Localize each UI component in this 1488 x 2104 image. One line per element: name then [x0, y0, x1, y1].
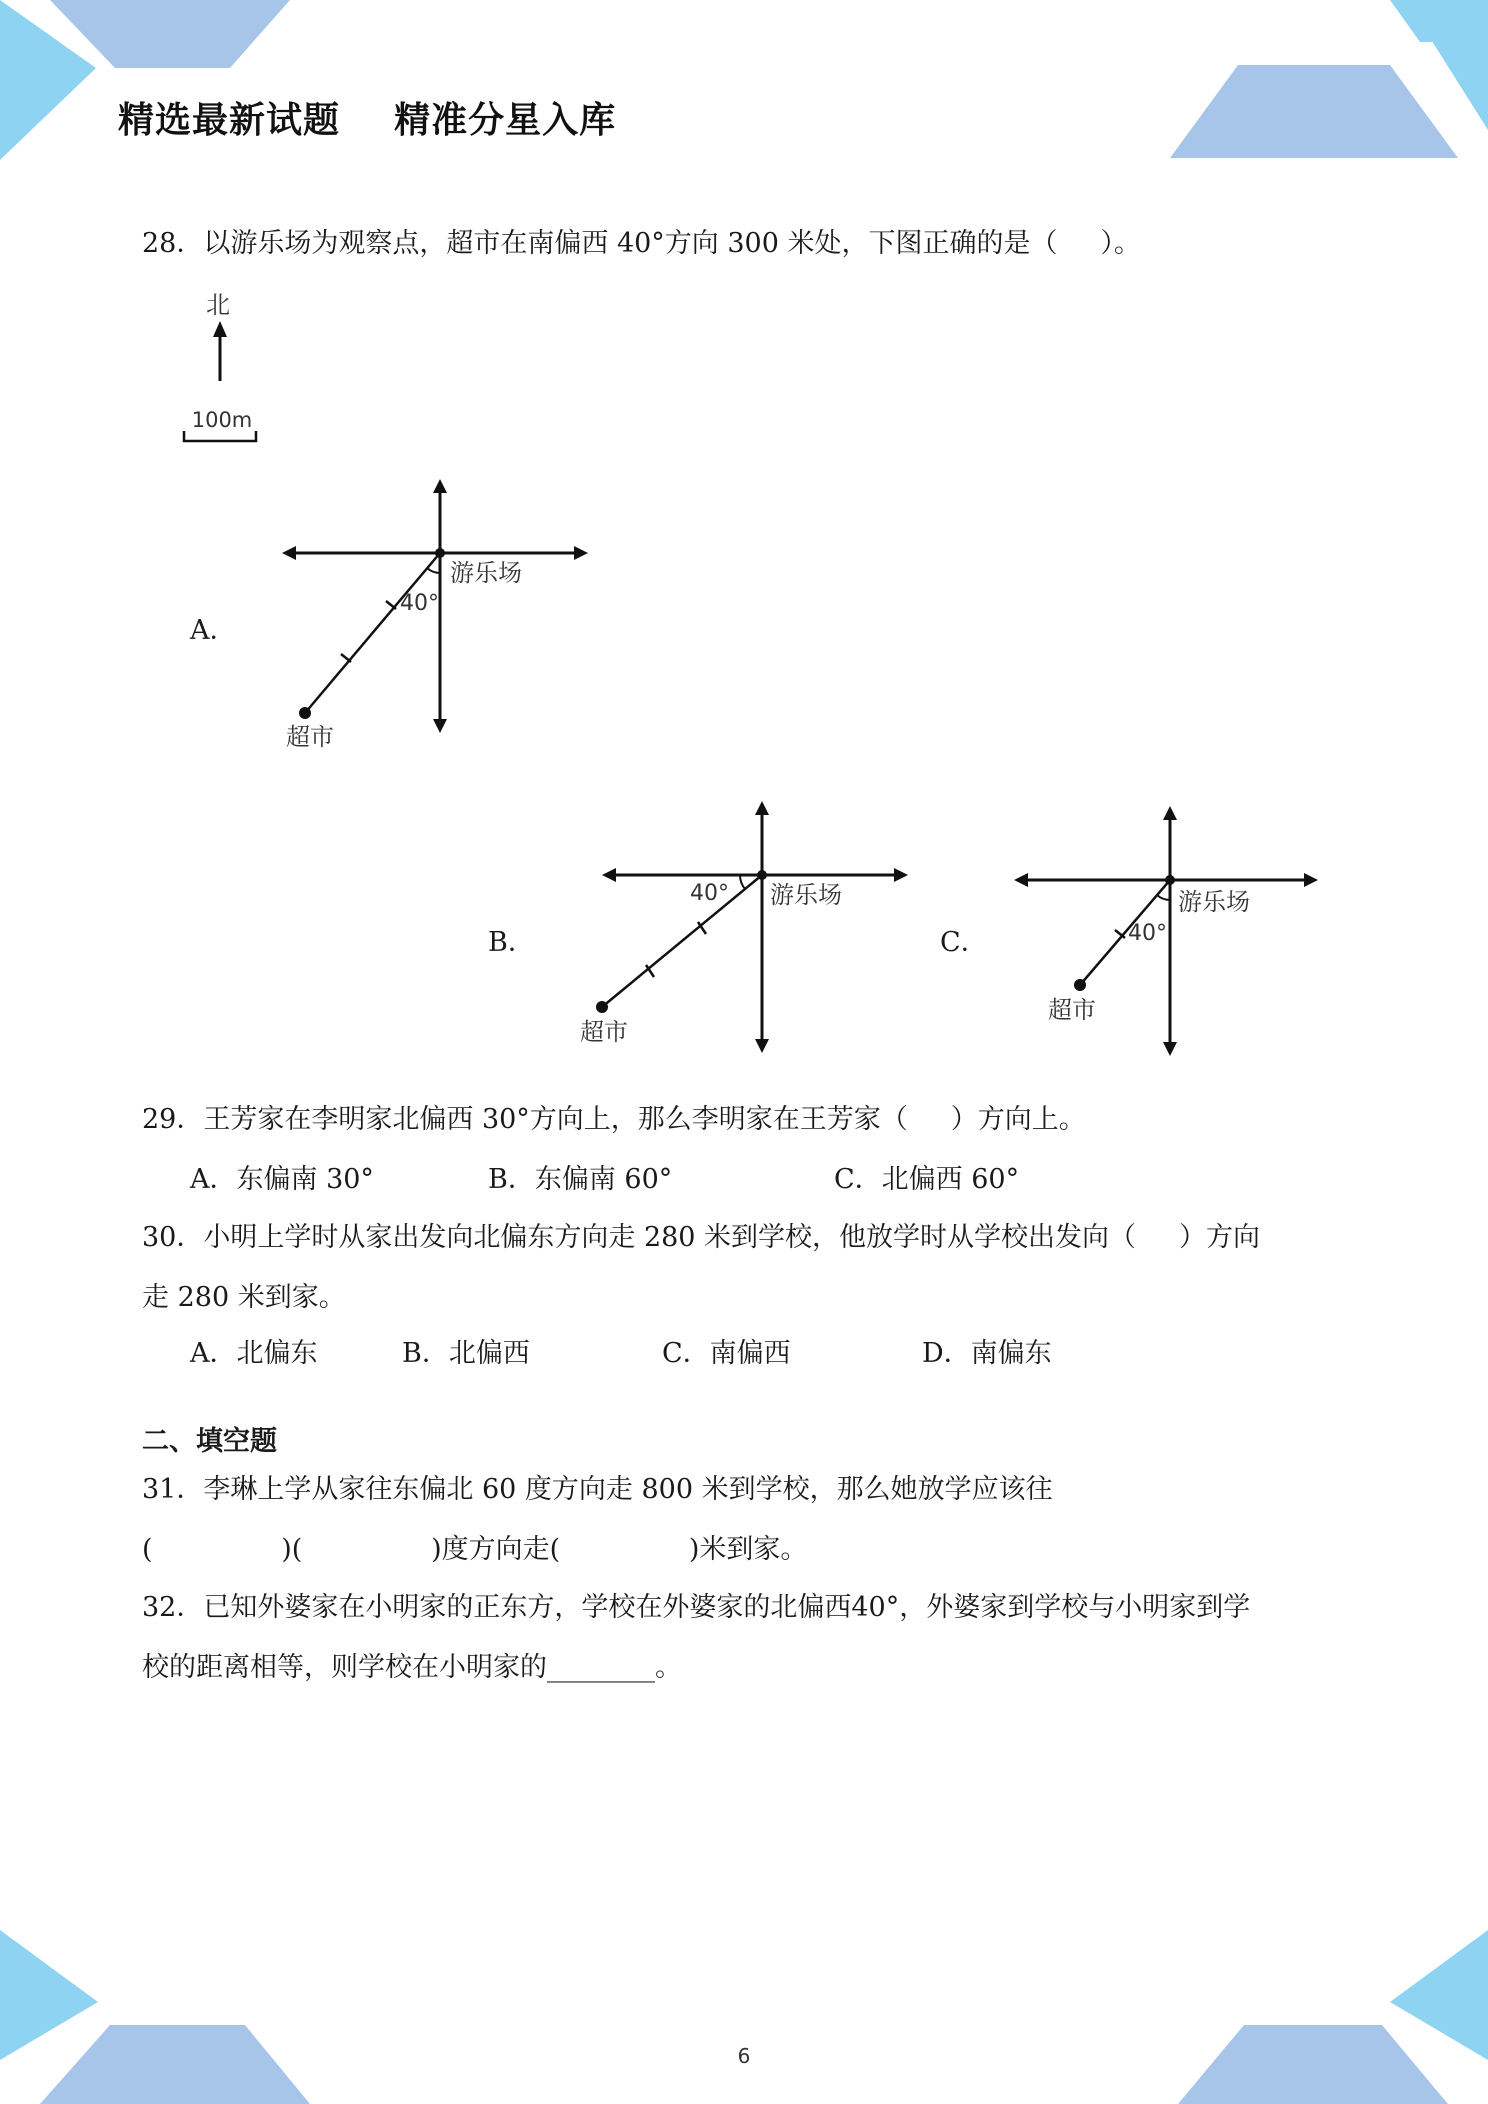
- question-30-stem-line1: 30．小明上学时从家出发向北偏东方向走 280 米到学校，他放学时从学校出发向（ ）方向: [142, 1222, 1260, 1253]
- target-label: 超市: [286, 723, 334, 751]
- question-30-option-c: C．南偏西: [662, 1338, 791, 1369]
- corner-decoration-top-right: [1170, 0, 1488, 170]
- section-title: 二、填空题: [142, 1426, 277, 1457]
- question-31-line2: ( )( )度方向走( )米到家。: [142, 1534, 808, 1565]
- option-c-label: C．: [940, 927, 988, 958]
- option-c-diagram: [1010, 800, 1340, 1060]
- question-30-option-a: A．北偏东: [190, 1338, 318, 1369]
- question-29-stem: 29．王芳家在李明家北偏西 30°方向上，那么李明家在王芳家（ ）方向上。: [142, 1104, 1086, 1135]
- direction-line: [305, 553, 440, 713]
- place-label: 游乐场: [770, 881, 842, 909]
- scale-bar: [184, 431, 256, 441]
- page-number: 6: [737, 2044, 751, 2068]
- option-b-diagram: [580, 795, 920, 1060]
- question-29-option-c: C．北偏西 60°: [834, 1164, 1020, 1195]
- direction-line: [602, 875, 762, 1007]
- option-b-label: B．: [488, 927, 535, 958]
- question-32-line2: 校的距离相等，则学校在小明家的________。: [142, 1652, 682, 1683]
- question-30-stem-line2: 走 280 米到家。: [142, 1282, 346, 1313]
- scale-label: 100m: [191, 408, 253, 432]
- angle-label: 40°: [1128, 921, 1167, 946]
- compass-and-scale: [170, 285, 280, 455]
- question-29-option-b: B．东偏南 60°: [488, 1164, 673, 1195]
- angle-label: 40°: [690, 881, 729, 906]
- north-label: 北: [206, 291, 230, 319]
- place-label: 游乐场: [1178, 888, 1250, 916]
- question-28-stem: 28．以游乐场为观察点，超市在南偏西 40°方向 300 米处，下图正确的是（ ）。: [142, 228, 1141, 259]
- question-32-line1: 32．已知外婆家在小明家的正东方，学校在外婆家的北偏西40°，外婆家到学校与小明家到学: [142, 1592, 1251, 1623]
- angle-label: 40°: [400, 591, 439, 616]
- corner-decoration-bottom-left: [0, 1930, 320, 2104]
- target-label: 超市: [580, 1018, 628, 1046]
- header-title: 精选最新试题 精准分星入库: [118, 100, 617, 141]
- question-29-option-a: A．东偏南 30°: [190, 1164, 374, 1195]
- corner-decoration-top-left: [0, 0, 300, 170]
- question-31-line1: 31．李琳上学从家往东偏北 60 度方向走 800 米到学校，那么她放学应该往: [142, 1474, 1053, 1505]
- question-30-option-b: B．北偏西: [402, 1338, 530, 1369]
- option-a-label: A．: [190, 615, 237, 646]
- north-arrow-head: [213, 321, 227, 337]
- question-30-option-d: D．南偏东: [922, 1338, 1052, 1369]
- option-a-diagram: [280, 475, 600, 755]
- corner-decoration-bottom-right: [1168, 1930, 1488, 2104]
- place-label: 游乐场: [450, 559, 522, 587]
- target-label: 超市: [1048, 996, 1096, 1024]
